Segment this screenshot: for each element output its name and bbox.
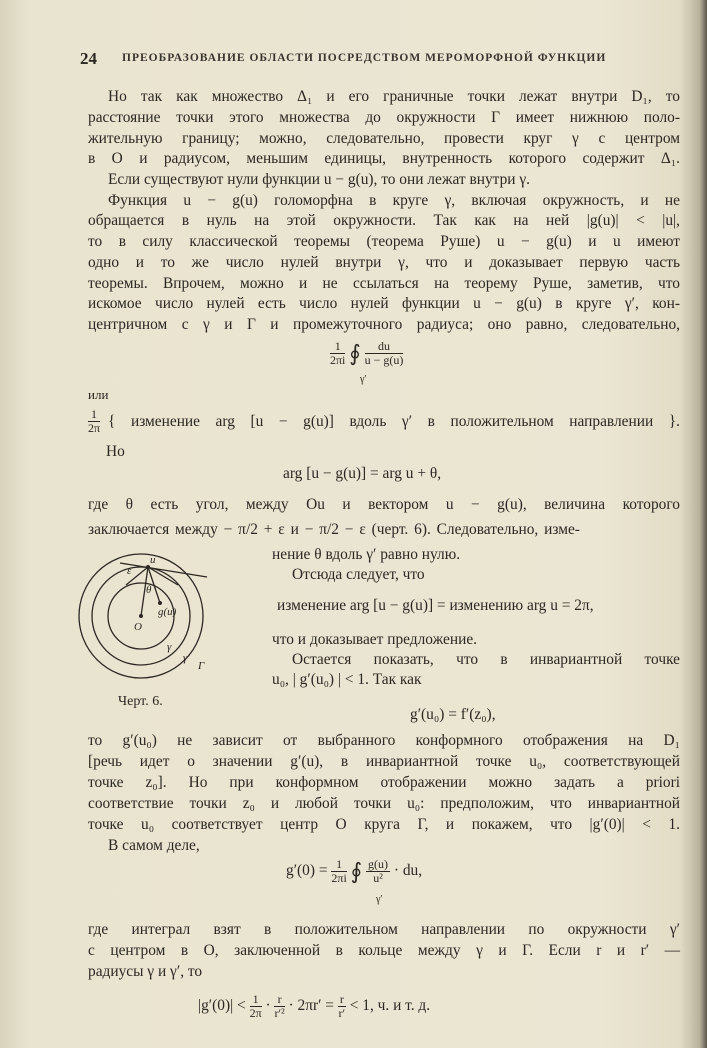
denominator: 2πi (331, 871, 347, 885)
numerator: g(u) (368, 857, 388, 871)
page-number: 24 (80, 49, 97, 68)
text-line: теоремы. Впрочем, можно и не ссылаться на теорему Руше, заметив, что (88, 275, 680, 292)
text-line: или (88, 387, 109, 402)
text-line: u₀, | g′(u₀) | < 1. Так как (272, 671, 422, 688)
text-line: В самом деле, (108, 837, 200, 854)
text-line: [речь идет о значении g′(u), в инвариантной точке u₀, соответствующей (88, 753, 680, 770)
text-fragment: заключается между (88, 521, 218, 538)
text-line: Отсюда следует, что (292, 566, 425, 583)
text-line: точке z₀]. Но при конформном отображении можно задать a priori (88, 774, 680, 791)
text-line: точке u₀ соответствует центр O круга Γ, и покажем, что |g′(0)| < 1. (88, 816, 680, 833)
numerator: 1 (88, 408, 100, 422)
text-line: где θ есть угол, между Ou и вектором u − g(u), величина которого (88, 496, 680, 513)
text-fragment: (черт. 6). Следовательно, изме- (371, 521, 580, 538)
text-line: жительную границу; можно, следовательно, провести круг γ с центром (88, 130, 680, 147)
running-title: ПРЕОБРАЗОВАНИЕ ОБЛАСТИ ПОСРЕДСТВОМ МЕРОМОРФНОЙ ФУНКЦИИ (122, 52, 607, 64)
text-line: центричном с γ и Γ и промежуточного радиуса; оно равно, следовательно, (88, 316, 680, 333)
text-line: то g′(u₀) не зависит от выбранного конформного отображения на D₁ (88, 732, 680, 749)
label-g: g(u) (158, 606, 177, 618)
formula-cauchy-integral: g′(0) = $\frac{1}{2\pi i}$ ∮ $\frac{g(u)}{\text{u²}}$ · du, γ′ (286, 857, 423, 905)
label-theta: θ (146, 584, 152, 596)
label-u: u (150, 554, 156, 566)
label-epsilon: ε (127, 565, 132, 577)
denominator: 2π (88, 421, 101, 435)
text-line: искомое число нулей есть число нулей функции u − g(u) в круге γ′, кон- (88, 295, 680, 312)
formula-derivative-equal: g′(u₀) = f′(z₀), (410, 706, 496, 723)
formula-change-equal: изменение arg [u − g(u)] = изменению arg u = 2π, (277, 597, 594, 614)
tangent-line (120, 563, 207, 577)
text-line: Но так как множество Δ₁ и его граничные точки лежат внутри D₁, то (108, 88, 680, 105)
denominator: 2π (249, 1006, 262, 1020)
denominator: u² (373, 871, 383, 885)
text-line: радиусы γ и γ′, то (88, 963, 203, 980)
formula-lhs: |g′(0)| < (198, 997, 246, 1015)
text-line: одно и то же число нулей внутри γ, что и доказывает первую часть (88, 254, 680, 271)
numerator: r (339, 992, 344, 1006)
numerator: 1 (331, 858, 346, 872)
formula-mid: · 2πr′ = (288, 997, 334, 1015)
text-line: Если существуют нули функции u − g(u), то они лежат внутри γ. (108, 171, 531, 188)
figure-caption: Черт. 6. (118, 694, 163, 709)
numerator: r (274, 993, 284, 1007)
formula-estimate: |g′(0)| < $\frac{1}{2\pi}$ · $\frac{r}{\text{r′²}}$ · 2πr′ = $\frac{r}{r'}$ < 1, ч. и т. д. (198, 992, 431, 1020)
numerator: 1 (330, 340, 345, 354)
label-origin: O (134, 621, 142, 633)
contour-label: γ′ (376, 894, 383, 905)
angle-range: − π/2 + ε и − π/2 − ε (223, 521, 366, 538)
text-line: то в силу классической теоремы (теорема Руше) u − g(u) и u имеют (88, 233, 680, 250)
text-line: Функция u − g(u) голоморфна в круге γ, включая окружность, и не (108, 192, 680, 209)
text-line: нение θ вдоль γ′ равно нулю. (272, 546, 461, 563)
text-line: что и доказывает предложение. (272, 631, 478, 648)
contour-label: γ′ (360, 374, 367, 385)
label-Gamma: Γ (198, 660, 205, 672)
text-line: где интеграл взят в положительном направлении по окружности γ′ (88, 921, 680, 938)
label-gamma-prime: γ′ (183, 652, 190, 664)
denominator: r′ (338, 1006, 346, 1020)
text-line: соответствие точки z₀ и любой точки u₀: предположим, что инвариантной (88, 795, 680, 812)
denominator: r′² (274, 1006, 285, 1020)
text-line: обращается в нуль на этой окружности. Так как на ней |g(u)| < |u|, (88, 212, 680, 229)
text-line (88, 521, 580, 539)
numerator: 1 (250, 993, 262, 1007)
numerator: du (365, 340, 404, 354)
label-gamma: γ (167, 641, 172, 653)
text-line: с центром в O, заключенной в кольце между γ и Γ. Если r и r′ — (88, 942, 680, 959)
text-line: в O и радиусом, меньшим единицы, внутренность которого содержит Δ₁. (88, 150, 680, 167)
text-line: Остается показать, что в инвариантной точке (292, 651, 680, 668)
formula-arg-change (88, 408, 100, 435)
formula-rest: · du, (393, 862, 423, 880)
text-line: Но (106, 443, 125, 460)
text-line: расстояние точки этого множества до окружности Γ имеет нижнюю поло- (88, 109, 680, 126)
denominator: 2πi (330, 353, 346, 367)
text-line: { изменение arg [u − g(u)] вдоль γ′ в положительном направлении }. (108, 413, 680, 430)
formula-arg-sum: arg [u − g(u)] = arg u + θ, (283, 465, 442, 482)
denominator: u − g(u) (364, 353, 404, 367)
formula-lhs: g′(0) = (286, 862, 328, 880)
formula-end: < 1, ч. и т. д. (349, 997, 431, 1015)
figure-concentric-circles (70, 545, 220, 690)
formula-contour-integral: $\frac{1}{2\pi i}$ ∮ $\frac{du}{u - g(u)}$ γ′ (330, 339, 404, 385)
